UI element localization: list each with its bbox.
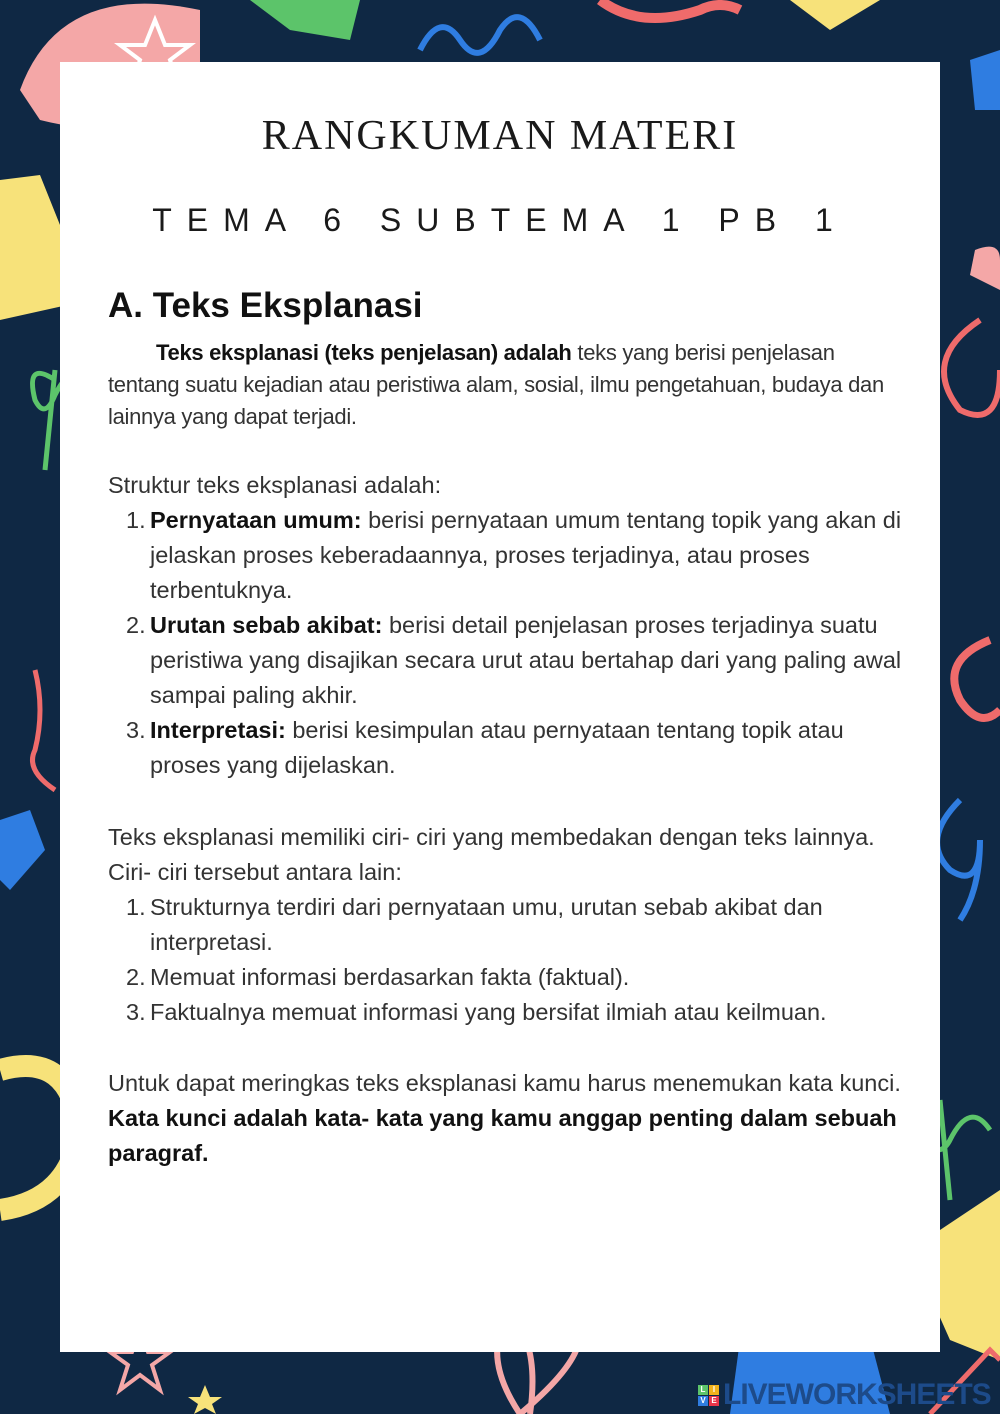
yellow-triangle	[790, 0, 880, 30]
intro-paragraph	[108, 337, 908, 433]
item-text: Strukturnya terdiri dari pernyataan umu, urutan sebab akibat dan interpretasi.	[150, 894, 823, 955]
item-term: Urutan sebab akibat:	[150, 612, 383, 638]
item-text: berisi kesimpulan atau pernyataan tentang topik atau proses yang dijelaskan.	[150, 717, 844, 778]
star-icon	[188, 1385, 222, 1414]
badge-letter: I	[709, 1385, 719, 1395]
badge-letter: L	[698, 1385, 708, 1395]
item-term: Interpretasi:	[150, 717, 286, 743]
watermark-text: LIVEWORKSHEETS	[723, 1378, 991, 1411]
section-heading: A. Teks Eksplanasi	[108, 286, 423, 325]
list-item	[108, 890, 908, 960]
list-item	[108, 503, 908, 608]
list-item	[108, 995, 908, 1030]
closing-paragraph	[108, 1066, 908, 1171]
page-title: RANGKUMAN MATERI	[261, 113, 739, 159]
list-item	[108, 608, 908, 713]
intro-text: teks yang berisi penjelasan tentang suatu kejadian atau peristiwa alam, sosial, ilmu pengetahuan, budaya dan lainnya yang dapat terjadi.	[108, 340, 884, 429]
features-lead: Teks eksplanasi memiliki ciri- ciri yang membedakan dengan teks lainnya. Ciri- ciri tersebut antara lain:	[108, 824, 875, 885]
item-number: 2.	[126, 612, 146, 638]
item-number: 1.	[126, 894, 146, 920]
item-text: berisi pernyataan umum tentang topik yang akan di jelaskan proses keberadaannya, proses terjadinya, atau proses terbentuknya.	[150, 507, 902, 603]
badge-letter: V	[698, 1396, 708, 1406]
live-badge-icon	[698, 1385, 719, 1406]
item-number: 3.	[126, 999, 146, 1025]
blue-scribble	[420, 17, 540, 53]
item-number: 2.	[126, 964, 146, 990]
red-circle-right	[954, 640, 1000, 718]
closing-text: Untuk dapat meringkas teks eksplanasi kamu harus menemukan kata kunci.	[108, 1070, 901, 1096]
badge-letter: E	[709, 1396, 719, 1406]
closing-bold: Kata kunci adalah kata- kata yang kamu anggap penting dalam sebuah paragraf.	[108, 1105, 897, 1166]
page-subtitle: TEMA 6 SUBTEMA 1 PB 1	[152, 202, 848, 238]
red-swirl-left	[33, 670, 56, 790]
red-swirl-right	[944, 320, 1000, 415]
red-scribble	[600, 0, 740, 18]
list-item	[108, 713, 908, 783]
structure-section	[108, 468, 908, 783]
green-shape	[250, 0, 360, 40]
blue-square	[970, 50, 1000, 110]
features-list	[108, 890, 908, 1030]
liveworksheets-watermark	[698, 1378, 991, 1412]
features-section	[108, 820, 908, 1030]
item-text: Memuat informasi berdasarkan fakta (faktual).	[150, 964, 630, 990]
structure-lead: Struktur teks eksplanasi adalah:	[108, 472, 442, 498]
item-number: 1.	[126, 507, 146, 533]
blue-block-left	[0, 810, 45, 890]
item-text: Faktualnya memuat informasi yang bersifat ilmiah atau keilmuan.	[150, 999, 827, 1025]
intro-bold: Teks eksplanasi (teks penjelasan) adalah	[156, 340, 572, 365]
item-term: Pernyataan umum:	[150, 507, 362, 533]
blue-swirl-right	[937, 800, 980, 920]
pink-shape-right	[970, 247, 1000, 290]
structure-list	[108, 503, 908, 783]
item-text: berisi detail penjelasan proses terjadinya suatu peristiwa yang disajikan secara urut atau bertahap dari yang paling awal sampai paling akhir.	[150, 612, 902, 708]
item-number: 3.	[126, 717, 146, 743]
list-item	[108, 960, 908, 995]
